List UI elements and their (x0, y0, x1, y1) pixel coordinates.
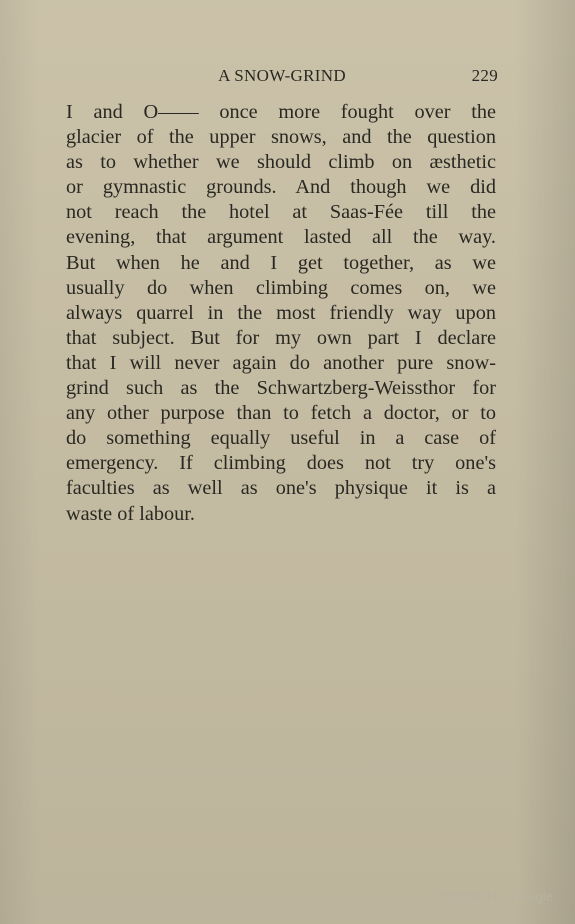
text-line: not reach the hotel at Saas-Fée till the (66, 201, 496, 224)
running-title: A SNOW-GRIND (218, 66, 346, 85)
text-line: emergency. If climbing does not try one's (66, 452, 496, 475)
text-line: always quarrel in the most friendly way upon (66, 301, 496, 324)
text-line: usually do when climbing comes on, we (66, 276, 496, 299)
text-line: or gymnastic grounds. And though we did (66, 176, 496, 199)
text-line: faculties as well as one's physique it is a (66, 477, 496, 500)
digitization-watermark: Digitized by Google (440, 889, 553, 904)
text-line: I and O—— once more fought over the (66, 101, 496, 123)
page-number: 229 (471, 66, 498, 85)
text-line: that I will never again do another pure snow- (66, 351, 496, 374)
text-line-last: waste of labour. (66, 502, 195, 525)
text-line: any other purpose than to fetch a doctor, or to (66, 402, 496, 425)
text-line: grind such as the Schwartzberg-Weissthor for (66, 377, 496, 400)
text-line: But when he and I get together, as we (66, 251, 496, 274)
page-header (66, 66, 498, 88)
text-line: as to whether we should climb on æsthetic (66, 151, 496, 174)
text-line: glacier of the upper snows, and the question (66, 126, 496, 149)
text-line: do something equally useful in a case of (66, 427, 496, 450)
body-paragraph (66, 100, 496, 527)
text-line: that subject. But for my own part I declare (66, 326, 496, 349)
text-line: evening, that argument lasted all the way. (66, 226, 496, 249)
